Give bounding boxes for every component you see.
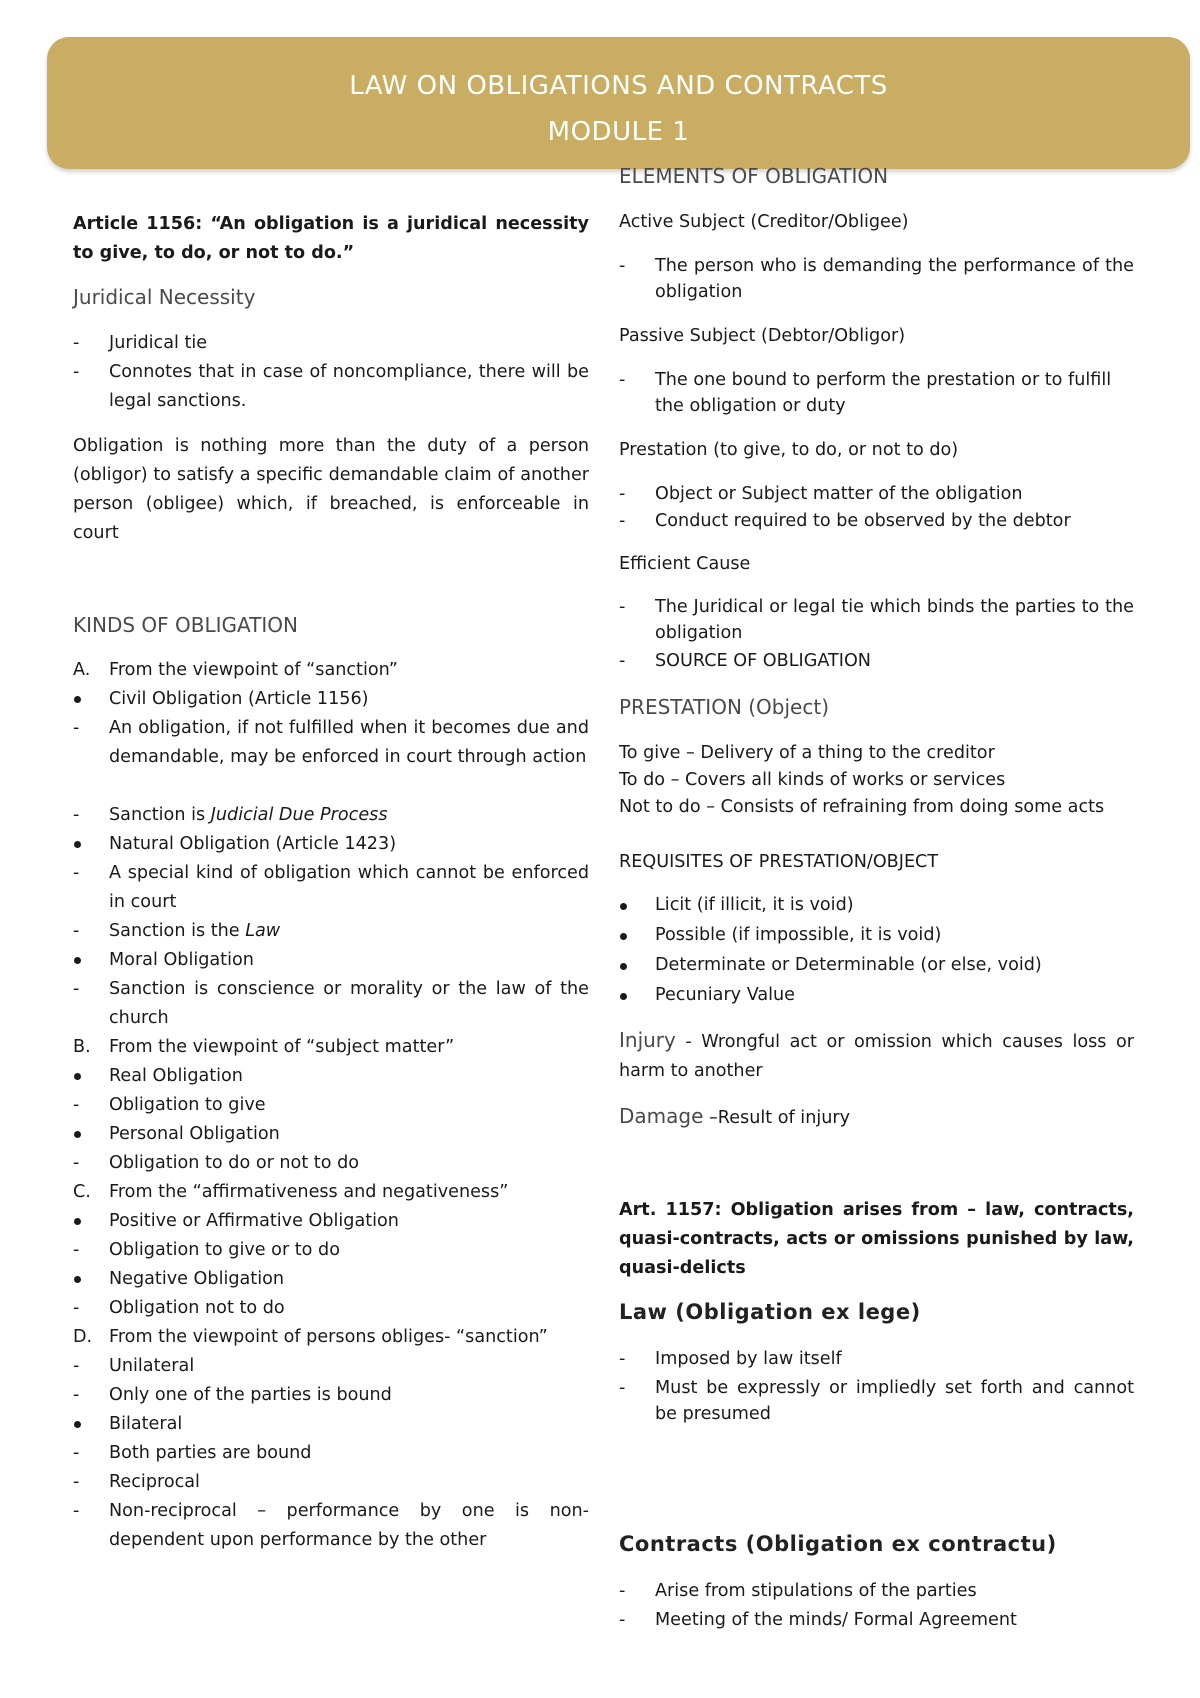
list-item: - Obligation not to do: [73, 1298, 285, 1318]
list-item: Bilateral: [109, 1414, 183, 1434]
article-1157: Art. 1157: Obligation arises from – law, contracts, quasi-contracts, acts or omissions punished by law, quasi-delicts: [619, 1200, 1134, 1278]
list-item: Personal Obligation: [109, 1124, 280, 1144]
list-item: Negative Obligation: [109, 1269, 284, 1289]
law-heading: Law (Obligation ex lege): [619, 1300, 921, 1324]
article-1156: Article 1156: “An obligation is a juridical necessity to give, to do, or not to do.”: [73, 214, 589, 263]
list-item: - Unilateral: [73, 1356, 195, 1376]
list-item: Pecuniary Value: [655, 985, 796, 1005]
list-item: - Connotes that in case of noncompliance, there will be legal sanctions.: [73, 362, 589, 411]
list-item: - The person who is demanding the performance of the obligation: [619, 256, 1134, 302]
passive-subject-label: Passive Subject (Debtor/Obligor): [619, 326, 906, 346]
prestation-label: Prestation (to give, to do, or not to do): [619, 440, 959, 460]
kind-d: D. From the viewpoint of persons obliges- “sanction”: [73, 1327, 548, 1347]
list-item: Natural Obligation (Article 1423): [109, 834, 397, 854]
list-item: - Imposed by law itself: [619, 1349, 842, 1369]
list-item: Real Obligation: [109, 1066, 243, 1086]
obligation-definition: Obligation is nothing more than the duty of a person (obligor) to satisfy a specific demandable claim of another person (obligee) which, if breached, is enforceable in court: [73, 436, 589, 543]
list-item: - Obligation to do or not to do: [73, 1153, 359, 1173]
list-item: Possible (if impossible, it is void): [655, 925, 942, 945]
list-item: - Sanction is conscience or morality or the law of the church: [73, 979, 589, 1028]
list-item: - Non-reciprocal – performance by one is non-dependent upon performance by the other: [73, 1501, 589, 1550]
module-title-banner: [47, 37, 1190, 169]
active-subject-label: Active Subject (Creditor/Obligee): [619, 212, 909, 232]
list-item: - Must be expressly or impliedly set forth and cannot be presumed: [619, 1378, 1134, 1424]
list-item: - Conduct required to be observed by the debtor: [619, 511, 1071, 531]
list-item: Determinate or Determinable (or else, void): [655, 955, 1042, 975]
list-item: Licit (if illicit, it is void): [655, 895, 854, 915]
list-item: - Both parties are bound: [73, 1443, 312, 1463]
list-item: - The one bound to perform the prestation or to fulfill the obligation or duty: [619, 370, 1112, 416]
list-item: - SOURCE OF OBLIGATION: [619, 651, 871, 671]
list-item: - An obligation, if not fulfilled when it becomes due and demandable, may be enforced in court through action: [73, 718, 589, 767]
injury-definition: Injury - Wrongful act or omission which causes loss or harm to another: [619, 1028, 1134, 1081]
list-item: - Sanction is Judicial Due Process: [73, 805, 388, 825]
efficient-cause-label: Efficient Cause: [619, 554, 751, 574]
kind-b: B. From the viewpoint of “subject matter”: [73, 1037, 455, 1057]
kinds-of-obligation-heading: KINDS OF OBLIGATION: [73, 613, 298, 637]
list-item: - Reciprocal: [73, 1472, 200, 1492]
list-item: - Only one of the parties is bound: [73, 1385, 392, 1405]
kind-a: A. From the viewpoint of “sanction”: [73, 660, 398, 680]
list-item: - The Juridical or legal tie which binds the parties to the obligation: [619, 597, 1134, 643]
list-item: - Juridical tie: [73, 333, 208, 353]
damage-definition: Damage –Result of injury: [619, 1104, 851, 1128]
module-label: MODULE 1: [547, 117, 690, 147]
prestation-heading: PRESTATION (Object): [619, 695, 829, 719]
list-item: - A special kind of obligation which cannot be enforced in court: [73, 863, 589, 912]
juridical-necessity-heading: Juridical Necessity: [73, 285, 256, 309]
list-item: - Obligation to give: [73, 1095, 266, 1115]
list-item: - Arise from stipulations of the parties: [619, 1581, 977, 1601]
list-item: - Object or Subject matter of the obligation: [619, 484, 1023, 504]
requisites-heading: REQUISITES OF PRESTATION/OBJECT: [619, 852, 939, 872]
contracts-heading: Contracts (Obligation ex contractu): [619, 1532, 1057, 1556]
list-item: - Meeting of the minds/ Formal Agreement: [619, 1610, 1017, 1630]
list-item: Moral Obligation: [109, 950, 254, 970]
list-item: - Obligation to give or to do: [73, 1240, 340, 1260]
prestation-line: Not to do – Consists of refraining from doing some acts: [619, 797, 1105, 817]
elements-of-obligation-heading: ELEMENTS OF OBLIGATION: [619, 164, 889, 188]
prestation-line: To do – Covers all kinds of works or services: [619, 770, 1006, 790]
kind-c: C. From the “affirmativeness and negativeness”: [73, 1182, 509, 1202]
prestation-line: To give – Delivery of a thing to the creditor: [619, 743, 995, 763]
document-title: LAW ON OBLIGATIONS AND CONTRACTS: [349, 71, 888, 101]
list-item: - Sanction is the Law: [73, 921, 281, 941]
list-item: Civil Obligation (Article 1156): [109, 689, 369, 709]
list-item: Positive or Affirmative Obligation: [109, 1211, 399, 1231]
